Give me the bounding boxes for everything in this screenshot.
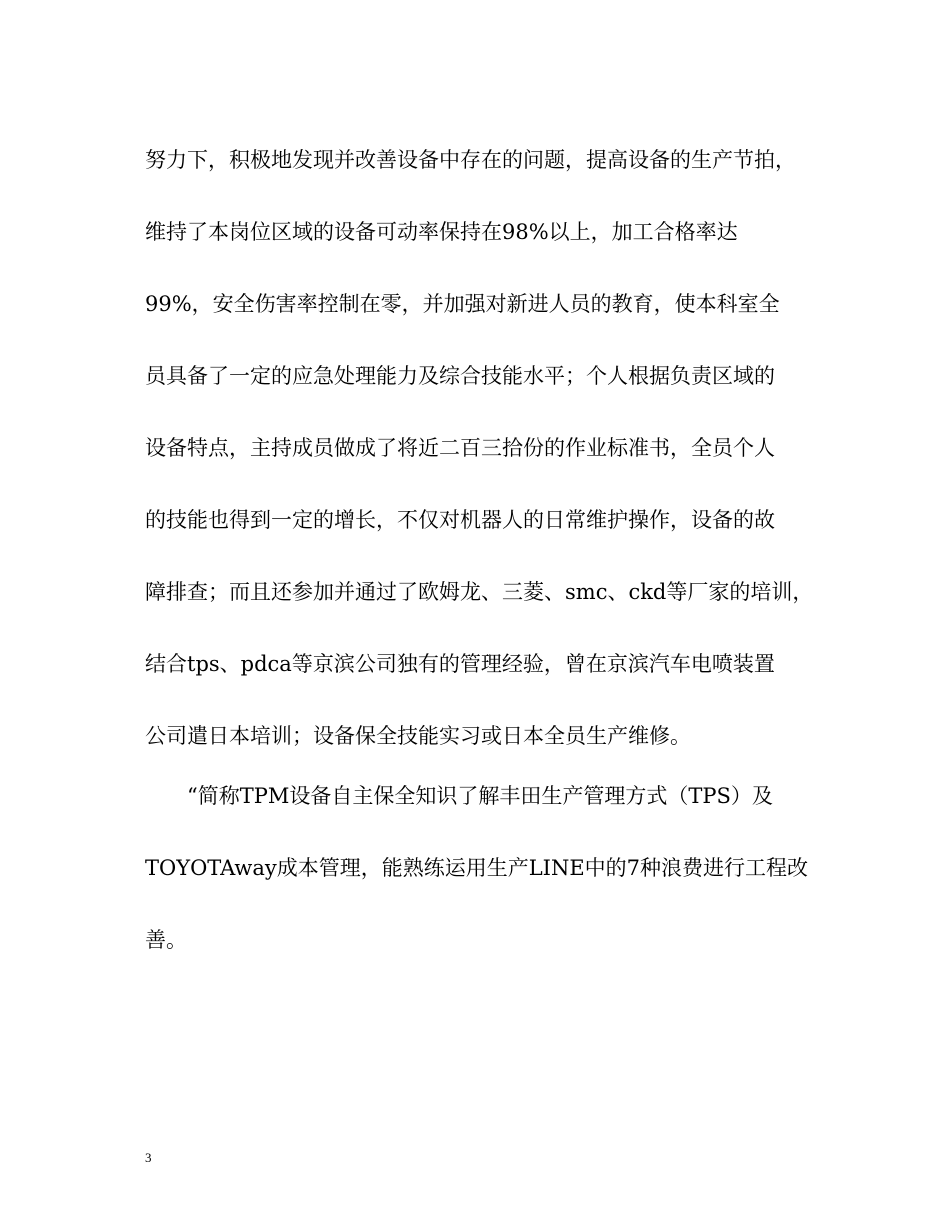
text-line-4: 员具备了一定的应急处理能力及综合技能水平；个人根据负责区域的 [145,364,775,388]
text-line-9: 公司遣日本培训；设备保全技能实习或日本全员生产维修。 [145,724,691,748]
text-line-5: 设备特点，主持成员做成了将近二百三拾份的作业标准书，全员个人 [145,436,775,460]
text-line-1: 努力下，积极地发现并改善设备中存在的问题，提高设备的生产节拍， [145,148,796,172]
text-line-8: 结合tps、pdca等京滨公司独有的管理经验，曾在京滨汽车电喷装置 [145,652,775,676]
body-text [145,136,825,988]
text-line-2: 维持了本岗位区域的设备可动率保持在98%以上，加工合格率达 [145,220,738,244]
text-line-7: 障排查；而且还参加并通过了欧姆龙、三菱、smc、ckd等厂家的培训， [145,580,814,604]
text-line-3: 99%，安全伤害率控制在零，并加强对新进人员的教育，使本科室全 [145,292,780,316]
page-number: 3 [145,1150,152,1165]
text-line-12: 善。 [145,928,187,952]
text-line-6: 的技能也得到一定的增长，不仅对机器人的日常维护操作，设备的故 [145,508,775,532]
text-line-11: TOYOTAway成本管理，能熟练运用生产LINE中的7种浪费进行工程改 [145,856,809,880]
text-line-10: “简称TPM设备自主保全知识了解丰田生产管理方式（TPS）及 [187,784,773,808]
